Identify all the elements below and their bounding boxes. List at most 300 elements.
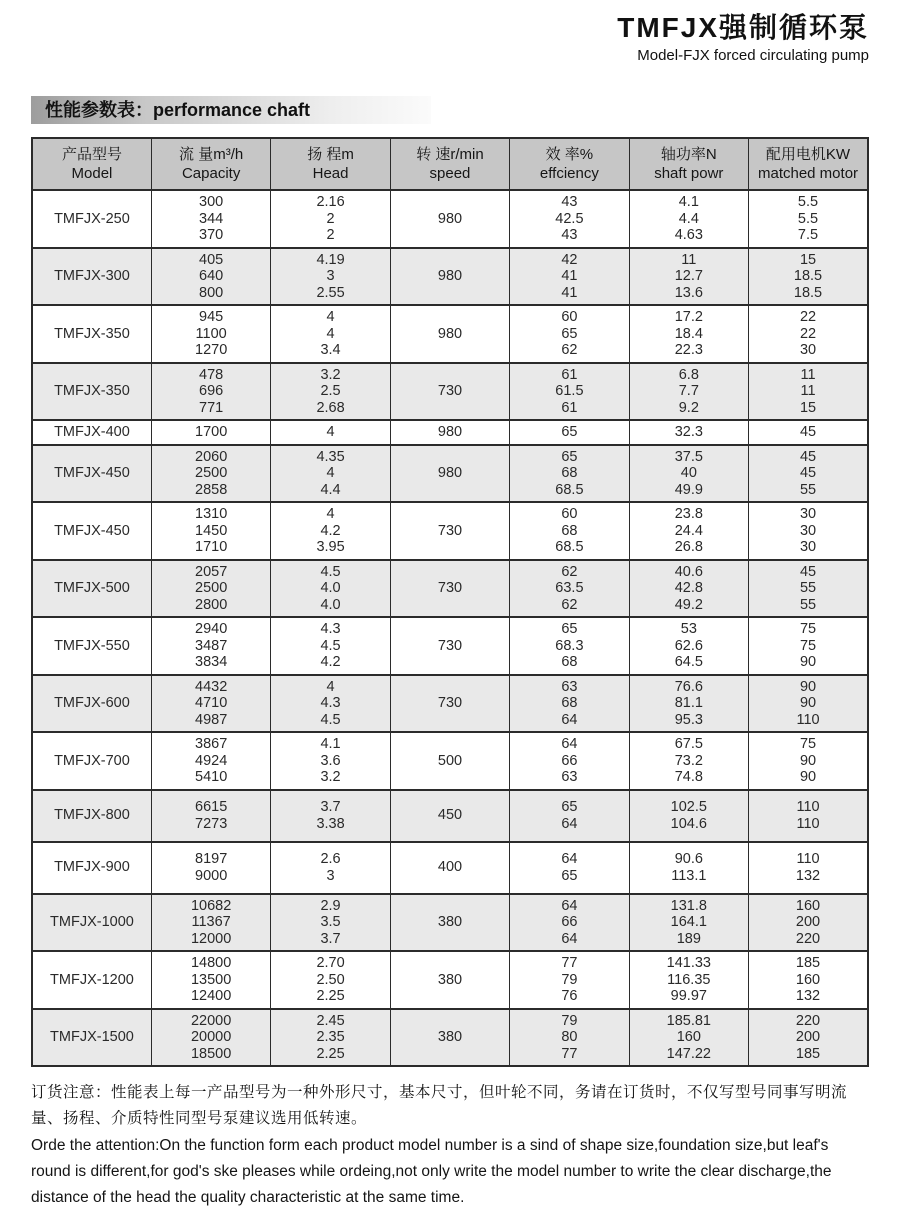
cell-shaft-power (629, 248, 748, 306)
cell-value: 65 (561, 621, 578, 637)
cell-value: 185 (795, 1045, 821, 1062)
cell-value: 45 (799, 563, 817, 580)
cell-value: 74.8 (674, 769, 703, 785)
cell-value: 3.4 (320, 342, 341, 358)
cell-value: 66 (561, 914, 578, 930)
cell-value: 49.9 (674, 481, 703, 498)
cell-value: 2.68 (316, 399, 345, 416)
cell-value: 9.2 (678, 399, 699, 416)
cell-motor (749, 248, 868, 306)
cell-speed: 730 (390, 560, 509, 618)
cell-value: 104.6 (670, 815, 707, 832)
cell-value: 45 (799, 465, 817, 481)
cell-value: 61.5 (555, 383, 584, 399)
cell-efficiency (510, 420, 629, 445)
cell-value: 9000 (195, 867, 228, 884)
cell-value: 4.0 (320, 580, 341, 596)
cell-value: 42.5 (555, 210, 584, 227)
cell-head (271, 790, 390, 842)
cell-value: 2.45 (316, 1012, 345, 1029)
cell-value: 24.4 (674, 522, 703, 539)
cell-model: TMFJX-600 (32, 675, 151, 733)
cell-speed: 380 (390, 894, 509, 952)
cell-value: 62 (561, 563, 578, 580)
cell-value: 63 (561, 678, 578, 695)
cell-value: 4987 (195, 711, 228, 728)
cell-value: 1270 (195, 342, 228, 358)
cell-value: 110 (796, 711, 820, 728)
cell-value: 1100 (195, 325, 227, 342)
column-header-en: Model (71, 165, 113, 182)
column-header (510, 138, 629, 190)
cell-speed: 400 (390, 842, 509, 894)
table-row (32, 248, 868, 306)
cell-value: 49.2 (674, 596, 703, 613)
cell-shaft-power (629, 502, 748, 560)
cell-value: 12400 (190, 988, 232, 1004)
cell-value: 3.5 (320, 914, 341, 930)
cell-value: 3 (326, 867, 335, 884)
cell-value: 5410 (195, 769, 228, 785)
cell-value: 1710 (195, 539, 228, 555)
cell-value: 62.6 (674, 637, 703, 654)
cell-motor (749, 617, 868, 675)
table-row (32, 894, 868, 952)
table-body (32, 190, 868, 1066)
column-header-zh: 产品型号 (61, 146, 122, 163)
cell-head (271, 363, 390, 421)
cell-value: 4924 (195, 752, 228, 769)
cell-value: 4.4 (678, 210, 699, 227)
cell-value: 7.5 (797, 227, 819, 243)
cell-value: 102.5 (670, 799, 707, 815)
cell-value: 3834 (195, 654, 228, 670)
cell-value: 60 (561, 309, 578, 325)
cell-speed: 980 (390, 248, 509, 306)
cell-value: 2.9 (320, 897, 341, 914)
cell-speed: 380 (390, 951, 509, 1009)
cell-capacity (151, 842, 270, 894)
cell-capacity (151, 445, 270, 503)
cell-motor (749, 502, 868, 560)
cell-value: 76 (561, 988, 578, 1004)
cell-value: 17.2 (674, 309, 703, 325)
page-title-en: Model-FJX forced circulating pump (637, 47, 869, 64)
cell-value: 3.7 (320, 930, 341, 947)
cell-value: 99.97 (670, 988, 707, 1004)
cell-capacity (151, 363, 270, 421)
cell-speed: 980 (390, 305, 509, 363)
cell-value: 64 (561, 897, 578, 914)
cell-shaft-power (629, 732, 748, 790)
cell-value: 3.95 (316, 539, 345, 555)
cell-speed: 730 (390, 675, 509, 733)
cell-capacity (151, 732, 270, 790)
cell-value: 11 (800, 383, 816, 399)
cell-value: 2800 (195, 596, 228, 613)
cell-model: TMFJX-900 (32, 842, 151, 894)
cell-value: 771 (199, 399, 224, 416)
cell-speed: 730 (390, 502, 509, 560)
cell-efficiency (510, 732, 629, 790)
column-header-en: Capacity (181, 165, 241, 182)
cell-value: 3867 (195, 736, 228, 752)
cell-value: 64 (561, 930, 578, 947)
cell-shaft-power (629, 560, 748, 618)
cell-value: 77 (561, 955, 578, 971)
column-header-en: Head (312, 165, 349, 182)
cell-efficiency (510, 842, 629, 894)
cell-capacity (151, 951, 270, 1009)
cell-value: 132 (795, 988, 821, 1004)
cell-value: 141.33 (666, 955, 711, 971)
cell-head (271, 248, 390, 306)
cell-value: 26.8 (674, 539, 703, 555)
cell-value: 32.3 (674, 424, 703, 440)
page-title-zh: TMFJX强制循环泵 (617, 12, 869, 43)
cell-value: 64 (561, 815, 578, 832)
section-header: 性能参数表：performance chaft (31, 96, 431, 124)
cell-value: 4432 (195, 678, 228, 695)
cell-value: 478 (199, 366, 224, 383)
table-row (32, 1009, 868, 1067)
cell-value: 3 (326, 268, 335, 284)
column-header (32, 138, 151, 190)
cell-shaft-power (629, 190, 748, 248)
cell-value: 1700 (195, 424, 228, 440)
cell-value: 75 (799, 736, 817, 752)
table-row (32, 617, 868, 675)
cell-value: 68 (561, 654, 578, 670)
cell-value: 64.5 (674, 654, 703, 670)
cell-value: 132 (795, 867, 821, 884)
cell-value: 90.6 (674, 851, 703, 867)
cell-capacity (151, 305, 270, 363)
cell-value: 2.35 (316, 1029, 345, 1045)
column-header-zh: 轴功率N (660, 146, 717, 163)
column-header-zh: 转 速r/min (416, 146, 484, 163)
performance-table (31, 137, 869, 1067)
cell-motor (749, 560, 868, 618)
cell-shaft-power (629, 617, 748, 675)
column-header-en: speed (429, 165, 471, 182)
cell-value: 90 (799, 695, 817, 711)
cell-value: 12000 (190, 930, 232, 947)
cell-model: TMFJX-1500 (32, 1009, 151, 1067)
cell-value: 3.38 (316, 815, 345, 832)
cell-value: 11 (800, 366, 816, 383)
cell-value: 37.5 (674, 448, 703, 465)
cell-value: 370 (199, 227, 224, 243)
cell-value: 2.25 (316, 988, 345, 1004)
column-header-zh: 流 量m³/h (179, 146, 244, 163)
table-row (32, 445, 868, 503)
cell-shaft-power (629, 1009, 748, 1067)
cell-value: 800 (199, 284, 224, 301)
cell-value: 13500 (190, 971, 232, 988)
cell-model: TMFJX-400 (32, 420, 151, 445)
cell-value: 30 (799, 342, 817, 358)
cell-value: 40.6 (674, 563, 703, 580)
order-note-zh: 订货注意：性能表上每一产品型号为一种外形尺寸，基本尺寸，但叶轮不同，务请在订货时，不仅写型号同事写明流量、扬程、介质特性同型号泵建议选用低转速。 (31, 1084, 848, 1127)
cell-value: 2057 (195, 563, 228, 580)
cell-value: 67.5 (674, 736, 703, 752)
cell-value: 4.4 (320, 481, 341, 498)
cell-value: 64 (561, 736, 578, 752)
cell-value: 7273 (195, 815, 228, 832)
table-row (32, 675, 868, 733)
cell-value: 3.2 (320, 769, 341, 785)
cell-value: 4.5 (320, 563, 341, 580)
order-notes (31, 1080, 869, 1211)
table-header-row (32, 138, 868, 190)
cell-shaft-power (629, 951, 748, 1009)
cell-value: 65 (561, 448, 578, 465)
cell-speed: 730 (390, 363, 509, 421)
cell-value: 23.8 (674, 506, 703, 522)
cell-value: 41 (561, 284, 578, 301)
cell-capacity (151, 894, 270, 952)
cell-value: 160 (676, 1029, 701, 1045)
table-row (32, 842, 868, 894)
cell-shaft-power (629, 363, 748, 421)
cell-value: 20000 (190, 1029, 232, 1045)
cell-value: 90 (799, 752, 817, 769)
cell-value: 45 (799, 448, 817, 465)
cell-value: 160 (795, 897, 821, 914)
table-row (32, 420, 868, 445)
cell-value: 15 (799, 251, 817, 268)
cell-value: 640 (199, 268, 224, 284)
cell-value: 4 (326, 325, 335, 342)
cell-motor (749, 675, 868, 733)
cell-capacity (151, 790, 270, 842)
column-header (629, 138, 748, 190)
cell-value: 3487 (195, 637, 228, 654)
column-header-zh: 配用电机KW (765, 146, 851, 163)
cell-motor (749, 951, 868, 1009)
cell-value: 113.1 (671, 867, 707, 884)
cell-value: 2.5 (320, 383, 341, 399)
cell-value: 30 (799, 522, 817, 539)
cell-value: 55 (799, 481, 817, 498)
cell-value: 13.6 (674, 284, 703, 301)
cell-value: 30 (799, 506, 817, 522)
cell-motor (749, 363, 868, 421)
cell-value: 95.3 (674, 711, 703, 728)
cell-head (271, 190, 390, 248)
cell-capacity (151, 617, 270, 675)
cell-value: 131.8 (670, 897, 707, 914)
cell-value: 4.0 (320, 596, 341, 613)
cell-speed: 450 (390, 790, 509, 842)
table-row (32, 502, 868, 560)
cell-value: 2.6 (320, 851, 341, 867)
cell-model: TMFJX-1000 (32, 894, 151, 952)
cell-value: 62 (561, 342, 578, 358)
cell-value: 220 (795, 930, 821, 947)
column-header-zh: 效 率% (545, 146, 594, 163)
cell-model: TMFJX-350 (32, 305, 151, 363)
cell-value: 110 (796, 799, 820, 815)
cell-head (271, 675, 390, 733)
cell-value: 116.35 (667, 971, 711, 988)
cell-value: 60 (561, 506, 578, 522)
cell-value: 4 (326, 465, 335, 481)
cell-head (271, 951, 390, 1009)
cell-value: 18.5 (793, 284, 823, 301)
cell-motor (749, 445, 868, 503)
cell-head (271, 732, 390, 790)
cell-value: 22000 (190, 1012, 232, 1029)
cell-value: 43 (561, 194, 578, 210)
cell-value: 65 (561, 424, 578, 440)
cell-value: 68 (561, 522, 578, 539)
cell-efficiency (510, 502, 629, 560)
cell-value: 1310 (195, 506, 228, 522)
cell-value: 220 (795, 1012, 821, 1029)
cell-efficiency (510, 1009, 629, 1067)
cell-value: 63.5 (555, 580, 584, 596)
cell-value: 81.1 (674, 695, 703, 711)
cell-model: TMFJX-300 (32, 248, 151, 306)
cell-value: 66 (561, 752, 578, 769)
cell-value: 147.22 (666, 1045, 711, 1062)
cell-shaft-power (629, 790, 748, 842)
cell-capacity (151, 560, 270, 618)
cell-capacity (151, 420, 270, 445)
cell-value: 18500 (190, 1045, 232, 1062)
cell-value: 41 (561, 268, 578, 284)
cell-value: 2.25 (316, 1045, 345, 1062)
cell-value: 189 (676, 930, 701, 947)
cell-value: 42 (561, 251, 578, 268)
cell-value: 75 (799, 637, 817, 654)
cell-value: 18.4 (674, 325, 703, 342)
cell-value: 79 (561, 1012, 578, 1029)
cell-value: 45 (799, 424, 817, 440)
table-row (32, 790, 868, 842)
cell-value: 110 (796, 815, 820, 832)
cell-value: 90 (799, 678, 817, 695)
cell-value: 68.3 (555, 637, 584, 654)
cell-value: 2858 (195, 481, 228, 498)
cell-motor (749, 1009, 868, 1067)
cell-efficiency (510, 363, 629, 421)
cell-value: 200 (795, 1029, 821, 1045)
column-header (390, 138, 509, 190)
cell-value: 8197 (195, 851, 228, 867)
cell-value: 68 (561, 465, 578, 481)
cell-value: 43 (561, 227, 578, 243)
cell-value: 164.1 (670, 914, 707, 930)
cell-value: 1450 (195, 522, 228, 539)
column-header-en: shaft powr (654, 165, 724, 182)
cell-value: 4.5 (320, 711, 341, 728)
table-row (32, 732, 868, 790)
cell-value: 2500 (195, 580, 228, 596)
cell-value: 68.5 (555, 481, 584, 498)
cell-efficiency (510, 951, 629, 1009)
cell-efficiency (510, 894, 629, 952)
cell-motor (749, 190, 868, 248)
cell-capacity (151, 675, 270, 733)
cell-value: 405 (199, 251, 224, 268)
cell-shaft-power (629, 420, 748, 445)
cell-value: 42.8 (674, 580, 703, 596)
cell-value: 68 (561, 695, 578, 711)
cell-value: 64 (561, 851, 578, 867)
cell-model: TMFJX-800 (32, 790, 151, 842)
cell-value: 55 (799, 596, 817, 613)
cell-model: TMFJX-450 (32, 445, 151, 503)
cell-value: 4.2 (320, 654, 341, 670)
cell-model: TMFJX-500 (32, 560, 151, 618)
cell-value: 4.3 (320, 621, 341, 637)
cell-speed: 980 (390, 420, 509, 445)
column-header (151, 138, 270, 190)
cell-model: TMFJX-700 (32, 732, 151, 790)
cell-value: 6615 (195, 799, 228, 815)
cell-efficiency (510, 617, 629, 675)
cell-motor (749, 732, 868, 790)
cell-value: 3.7 (320, 799, 341, 815)
cell-speed: 980 (390, 190, 509, 248)
cell-value: 65 (561, 867, 578, 884)
cell-value: 2.70 (316, 955, 345, 971)
cell-head (271, 560, 390, 618)
cell-head (271, 842, 390, 894)
cell-value: 4 (326, 678, 335, 695)
cell-speed: 380 (390, 1009, 509, 1067)
cell-motor (749, 894, 868, 952)
order-note-en: Orde the attention:On the function form each product model number is a sind of shape size,foundation size,but leaf's round is different,for god's ske pleases while ordeing,not only write the model number to write the clear discharge,the distance of the head the quality characteristic at the same time. (31, 1137, 832, 1206)
cell-value: 18.5 (793, 268, 823, 284)
cell-shaft-power (629, 842, 748, 894)
cell-value: 90 (799, 654, 817, 670)
cell-motor (749, 842, 868, 894)
cell-value: 4 (326, 506, 335, 522)
cell-model: TMFJX-550 (32, 617, 151, 675)
cell-value: 2.55 (316, 284, 345, 301)
cell-motor (749, 305, 868, 363)
cell-head (271, 617, 390, 675)
cell-capacity (151, 248, 270, 306)
cell-value: 55 (799, 580, 817, 596)
cell-value: 696 (199, 383, 224, 399)
cell-motor (749, 790, 868, 842)
title-block (31, 0, 869, 64)
cell-value: 7.7 (678, 383, 699, 399)
cell-value: 3.6 (320, 752, 341, 769)
cell-value: 68.5 (555, 539, 584, 555)
cell-value: 2500 (195, 465, 228, 481)
cell-value: 63 (561, 769, 578, 785)
cell-value: 110 (796, 851, 820, 867)
cell-value: 2 (326, 227, 335, 243)
cell-shaft-power (629, 445, 748, 503)
cell-value: 160 (795, 971, 821, 988)
cell-value: 4.2 (320, 522, 341, 539)
cell-model: TMFJX-350 (32, 363, 151, 421)
cell-value: 2.16 (316, 194, 345, 210)
cell-value: 4.5 (320, 637, 341, 654)
cell-value: 6.8 (678, 366, 699, 383)
cell-value: 2060 (195, 448, 228, 465)
table-row (32, 190, 868, 248)
cell-value: 65 (561, 799, 578, 815)
cell-value: 10682 (190, 897, 232, 914)
